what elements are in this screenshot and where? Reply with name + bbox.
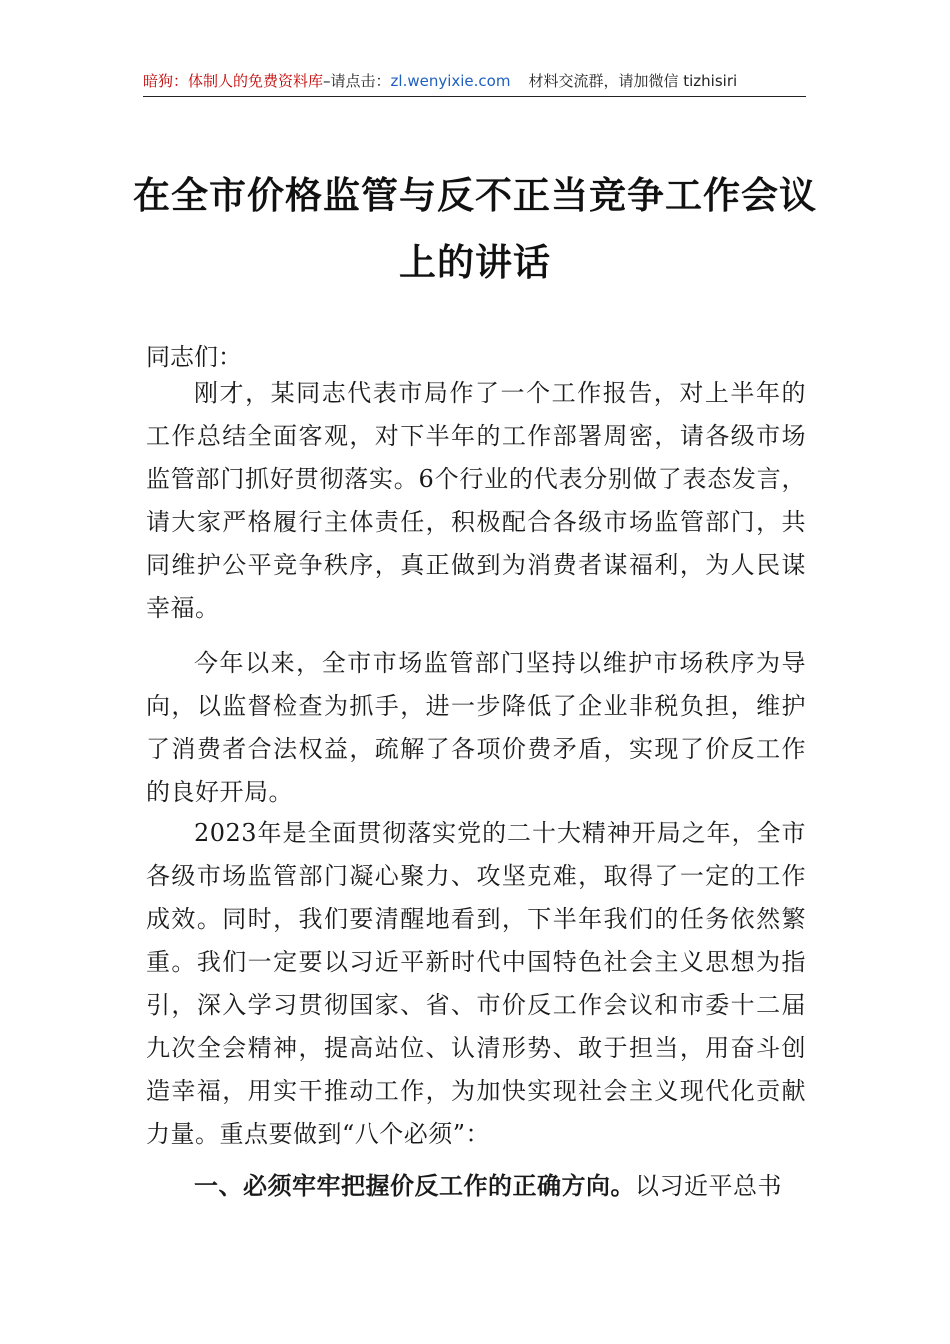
header-url-link[interactable]: zl.wenyixie.com	[390, 72, 511, 90]
salutation: 同志们：	[146, 343, 242, 371]
header-wechat: 材料交流群，请加微信 tizhisiri	[528, 72, 738, 90]
paragraph-1: 刚才，某同志代表市局作了一个工作报告，对上半年的工作总结全面客观，对下半年的工作部署周密，请各级市场监管部门抓好贯彻落实。6个行业的代表分别做了表态发言，请大家严格履行主体责任，积极配合各级市场监管部门，共同维护公平竞争秩序，真正做到为消费者谋福利，为人民谋幸福。	[146, 379, 806, 622]
header-click-label: –请点击：	[323, 72, 391, 90]
paragraph-4	[146, 1165, 806, 1208]
header-promo: 暗狗：体制人的免费资料库	[143, 72, 324, 90]
document-title-line1: 在全市价格监管与反不正当竞争工作会议	[133, 173, 817, 217]
section-heading-1: 一、必须牢牢把握价反工作的正确方向。	[194, 1172, 635, 1200]
section-text-1: 以习近平总书	[635, 1172, 782, 1200]
paragraph-2: 今年以来，全市市场监管部门坚持以维护市场秩序为导向，以监督检查为抓手，进一步降低了企业非税负担，维护了消费者合法权益，疏解了各项价费矛盾，实现了价反工作的良好开局。	[146, 649, 806, 806]
paragraph-3: 2023年是全面贯彻落实党的二十大精神开局之年，全市各级市场监管部门凝心聚力、攻坚克难，取得了一定的工作成效。同时，我们要清醒地看到，下半年我们的任务依然繁重。我们一定要以习近平新时代中国特色社会主义思想为指引，深入学习贯彻国家、省、市价反工作会议和市委十二届九次全会精神，提高站位、认清形势、敢于担当，用奋斗创造幸福，用实干推动工作，为加快实现社会主义现代化贡献力量。重点要做到“八个必须”：	[146, 819, 806, 1148]
page-header	[143, 68, 806, 97]
document-title-line2: 上的讲话	[399, 240, 551, 284]
